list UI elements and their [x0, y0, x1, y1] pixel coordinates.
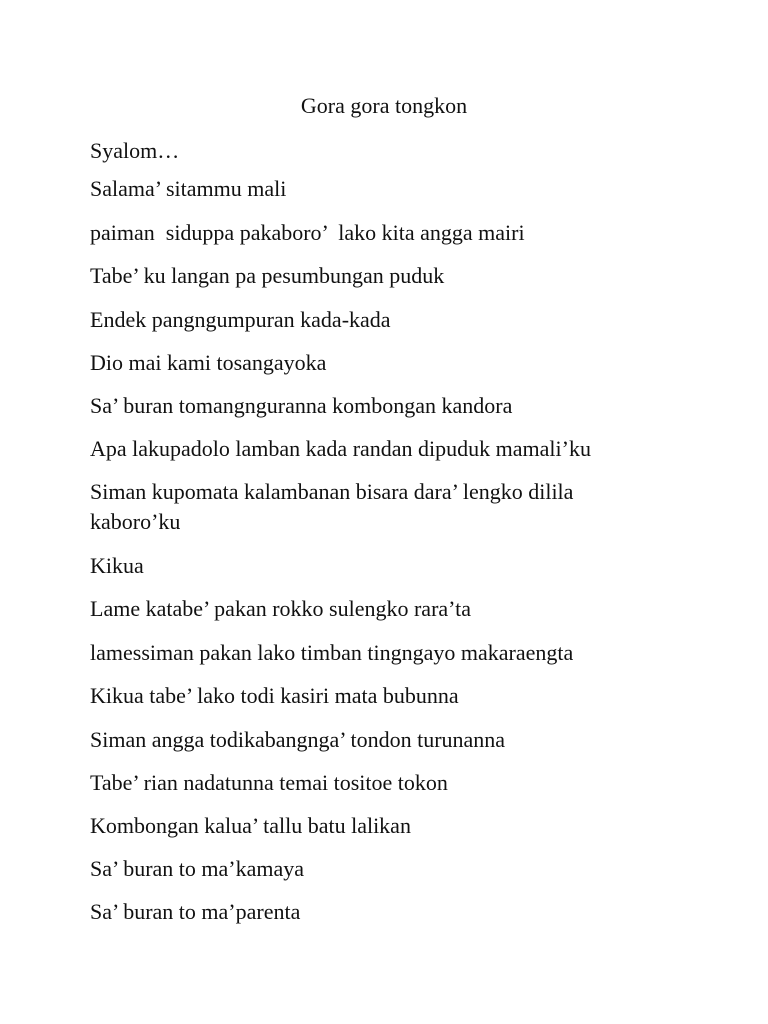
text-line: Lame katabe’ pakan rokko sulengko rara’ta — [90, 596, 471, 621]
text-line: Endek pangngumpuran kada-kada — [90, 307, 391, 332]
text-line: lamessiman pakan lako timban tingngayo makaraengta — [90, 640, 574, 665]
text-line: Tabe’ rian nadatunna temai tositoe tokon — [90, 770, 448, 795]
text-line: Tabe’ ku langan pa pesumbungan puduk — [90, 263, 445, 288]
text-line: Sa’ buran tomangnguranna kombongan kandora — [90, 393, 513, 418]
text-line: Dio mai kami tosangayoka — [90, 350, 327, 375]
text-line: Kikua — [90, 553, 144, 578]
text-line: Salama’ sitammu mali — [90, 176, 287, 201]
text-line: Sa’ buran to ma’parenta — [90, 899, 301, 924]
text-line: Siman angga todikabangnga’ tondon turunanna — [90, 727, 506, 752]
text-line: Syalom… — [90, 138, 180, 163]
document-title: Gora gora tongkon — [300, 93, 468, 118]
text-line: paiman siduppa pakaboro’ lako kita angga mairi — [90, 220, 525, 245]
text-line: Kombongan kalua’ tallu batu lalikan — [90, 813, 411, 838]
text-line: Sa’ buran to ma’kamaya — [90, 856, 305, 881]
text-line: Siman kupomata kalambanan bisara dara’ lengko dilila kaboro’ku — [90, 479, 579, 534]
text-line: Apa lakupadolo lamban kada randan dipuduk mamali’ku — [90, 436, 591, 461]
text-line: Kikua tabe’ lako todi kasiri mata bubunna — [90, 683, 459, 708]
